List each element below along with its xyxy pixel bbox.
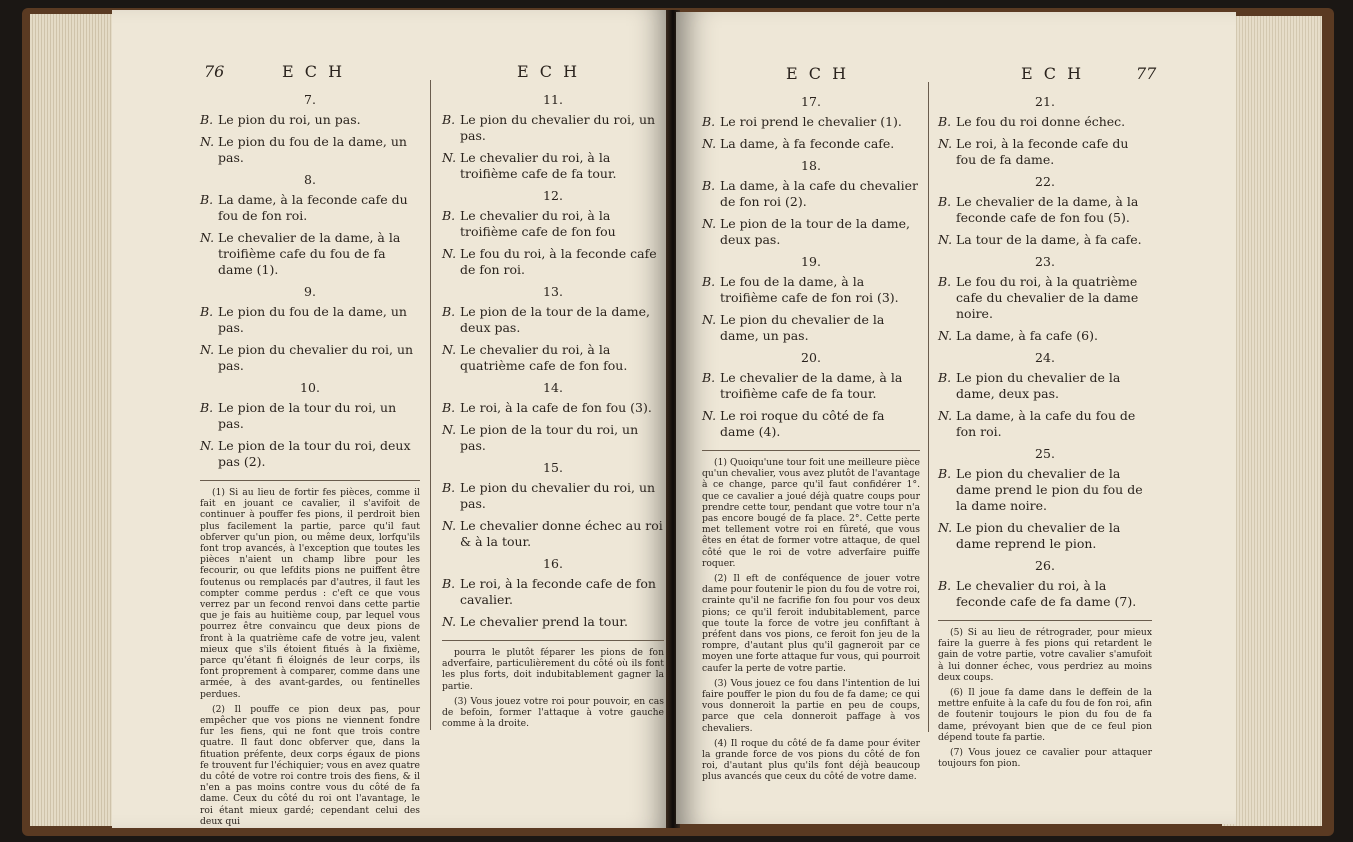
move-line [442,342,664,374]
player-label: B. [442,400,456,415]
player-label: N. [702,312,717,327]
move-text: Le chevalier de la dame, à la troifième cafe de fa tour. [719,370,903,401]
move-line [200,304,420,336]
running-header: E C H [282,62,346,81]
footnote: (2) Il eft de conféquence de jouer votre dame pour foutenir le pion du fou de votre roi, crainte qu'il ne facrifie fon fou pour vos deux pions; ce qu'il feroit indubitablement, parce que toute la force de votre jeu confiftant à préfent dans vos pions, ce feroit fon jeu de la rompre, d'autant plus qu'il gagneroit par ce moyen une forte attaque fur vous, qui pourroit caufer la perte de votre partie. [702,573,920,674]
footnote: (2) Il pouffe ce pion deux pas, pour empêcher que vos pions ne viennent fondre fur les fiens, qui ne font que trois contre quatre. Il faut donc obferver que, dans la fituation préfente, deux corps égaux de pions fe trouvent fur l'échiquier; vous en avez quatre du côté de votre roi contre trois des fiens, & il n'en a pas moins contre vous du côté de fa dame. Ceux du côté du roi ont l'avantage, le roi étant mieux gardé; cependant celui des deux qui [200,703,420,827]
move-text: Le roi, à la feconde cafe de fon cavalier. [459,576,656,607]
player-label: B. [938,466,952,481]
move-number: 18. [801,158,821,173]
left-page-edges [30,14,125,826]
move-number: 24. [1035,350,1055,365]
move-line [442,304,664,336]
move-text: La dame, à fa cafe (6). [955,328,1098,343]
move-line [442,112,664,144]
move-line [938,578,1152,610]
player-label: B. [442,208,456,223]
move-line [702,274,920,306]
move-text: Le chevalier du roi, à la troifième cafe de fon fou [459,208,616,239]
move-text: Le pion du fou de la dame, un pas. [217,304,407,335]
footnote-rule [442,640,664,641]
left-column-2 [442,86,664,733]
move-line [702,370,920,402]
move-line [442,150,664,182]
move-line [200,112,420,128]
player-label: N. [938,520,953,535]
move-text: Le pion de la tour de la dame, deux pas. [459,304,651,335]
player-label: N. [442,246,457,261]
move-text: Le pion du chevalier de la dame prend le pion du fou de la dame noire. [955,466,1143,513]
move-line [702,178,920,210]
player-label: B. [442,576,456,591]
move-number: 12. [543,188,563,203]
move-number: 26. [1035,558,1055,573]
move-text: La dame, à la cafe du fou de fon roi. [955,408,1136,439]
move-number: 23. [1035,254,1055,269]
move-text: Le pion du chevalier du roi, un pas. [217,342,414,373]
player-label: B. [938,274,952,289]
player-label: N. [442,150,457,165]
move-number: 10. [300,380,320,395]
player-label: B. [702,178,716,193]
footnote: (1) Quoiqu'une tour foit une meilleure pièce qu'un chevalier, vous avez plutôt de l'avantage à ce change, parce qu'il faut confidérer 1°. que ce cavalier a joué déjà quatre coups pour prendre cette tour, pendant que votre tour n'a pas encore bougé de fa place. 2°. Cette perte met tellement votre roi en fûreté, que vous êtes en état de former votre attaque, de quel côté que le roi de votre adverfaire puiffe roquer. [702,457,920,569]
player-label: B. [702,274,716,289]
player-label: N. [200,438,215,453]
move-line [200,192,420,224]
player-label: B. [442,480,456,495]
right-column-1 [702,88,920,787]
move-number: 21. [1035,94,1055,109]
move-text: Le roi prend le chevalier (1). [719,114,902,129]
player-label: N. [938,408,953,423]
move-text: Le pion du chevalier du roi, un pas. [459,480,656,511]
move-line [702,312,920,344]
move-line [938,114,1152,130]
player-label: N. [702,136,717,151]
player-label: N. [702,408,717,423]
player-label: N. [938,232,953,247]
move-text: Le pion du chevalier de la dame reprend le pion. [955,520,1121,551]
page-number: 77 [1136,64,1157,83]
player-label: B. [200,112,214,127]
move-line [702,114,920,130]
move-text: Le chevalier du roi, à la quatrième cafe de fon fou. [459,342,628,373]
player-label: N. [200,342,215,357]
player-label: N. [938,136,953,151]
move-line [702,408,920,440]
player-label: B. [200,400,214,415]
move-text: Le roi, à la feconde cafe du fou de fa dame. [955,136,1129,167]
move-line [938,328,1152,344]
player-label: N. [442,614,457,629]
footnote: (6) Il joue fa dame dans le deffein de la mettre enfuite à la cafe du fou de fon roi, afin de foutenir toujours le pion du fou de fa dame, prévoyant bien que de ce feul pion dépend toute fa partie. [938,687,1152,743]
move-text: Le roi, à la cafe de fon fou (3). [459,400,652,415]
move-text: Le chevalier donne échec au roi & à la tour. [459,518,663,549]
move-number: 25. [1035,446,1055,461]
player-label: N. [702,216,717,231]
player-label: N. [442,342,457,357]
move-text: Le chevalier prend la tour. [459,614,628,629]
move-number: 17. [801,94,821,109]
move-line [200,342,420,374]
move-line [200,438,420,470]
move-line [938,466,1152,514]
player-label: N. [442,518,457,533]
player-label: N. [442,422,457,437]
left-page [112,10,672,828]
move-text: Le pion du chevalier du roi, un pas. [459,112,656,143]
move-text: Le chevalier de la dame, à la feconde cafe de fon fou (5). [955,194,1139,225]
move-number: 16. [543,556,563,571]
player-label: B. [442,304,456,319]
right-page [676,12,1236,824]
player-label: B. [702,114,716,129]
player-label: B. [938,114,952,129]
move-number: 11. [543,92,563,107]
move-number: 20. [801,350,821,365]
player-label: B. [938,370,952,385]
move-line [938,232,1152,248]
move-text: Le roi roque du côté de fa dame (4). [719,408,885,439]
player-label: N. [200,134,215,149]
player-label: N. [200,230,215,245]
move-number: 13. [543,284,563,299]
move-text: Le chevalier du roi, à la troifième cafe de fa tour. [459,150,617,181]
move-line [938,194,1152,226]
move-number: 15. [543,460,563,475]
move-text: Le pion de la tour du roi, un pas. [459,422,639,453]
page-number: 76 [204,62,225,81]
move-text: La dame, à la feconde cafe du fou de fon roi. [217,192,408,223]
move-line [938,520,1152,552]
move-text: Le pion du fou de la dame, un pas. [217,134,407,165]
move-text: La dame, à la cafe du chevalier de fon roi (2). [719,178,919,209]
move-line [938,370,1152,402]
move-line [200,400,420,432]
move-text: Le pion du chevalier de la dame, deux pas. [955,370,1121,401]
player-label: B. [200,304,214,319]
move-text: Le fou du roi donne échec. [955,114,1126,129]
move-line [442,208,664,240]
footnote: (3) Vous jouez votre roi pour pouvoir, en cas de befoin, former l'attaque à votre gauche comme à la droite. [442,695,664,730]
move-text: La dame, à fa feconde cafe. [719,136,895,151]
move-line [200,134,420,166]
move-line [442,422,664,454]
player-label: B. [938,194,952,209]
column-divider [430,80,431,730]
footnote: (1) Si au lieu de fortir fes pièces, comme il fait en jouant ce cavalier, il s'avifoit de continuer à pouffer fes pions, il perdroit bien plus facilement la partie, parce qu'il faut obferver qu'un pion, ou même deux, lorfqu'ils font trop avancés, à l'exception que toutes les pièces n'aient un champ libre pour les fecourir, ou que lefdits pions ne puiffent être foutenus ou remplacés par d'autres, il faut les compter comme perdus : c'eft ce que vous verrez par un fecond renvoi dans cette partie que je fais au huitième coup, par lequel vous pourrez être convaincu que deux pions de front à la quatrième cafe de votre jeu, valent mieux que s'ils étoient fitués à la fixième, parce qu'étant fi éloignés de leur corps, ils font proprement à comparer, comme dans une armée, à des avant-gardes, ou fentinelles perdues. [200,487,420,700]
move-line [442,480,664,512]
footnote-rule [200,480,420,481]
move-line [938,136,1152,168]
player-label: B. [200,192,214,207]
left-column-1 [200,86,420,828]
move-text: Le pion de la tour de la dame, deux pas. [719,216,911,247]
move-line [442,400,664,416]
footnote-rule [702,450,920,451]
move-line [442,614,664,630]
move-number: 8. [304,172,316,187]
right-page-edges [1222,16,1322,826]
move-text: Le chevalier du roi, à la feconde cafe de fa dame (7). [955,578,1137,609]
move-line [938,408,1152,440]
move-text: Le pion du chevalier de la dame, un pas. [719,312,885,343]
footnote: (4) Il roque du côté de fa dame pour éviter la grande force de vos pions du côté de fon roi, d'autant plus qu'ils font déjà beaucoup plus avancés que ceux du côté de votre dame. [702,737,920,783]
footnote-rule [938,620,1152,621]
move-line [702,216,920,248]
move-line [702,136,920,152]
running-header: E C H [786,64,850,83]
move-number: 14. [543,380,563,395]
player-label: N. [938,328,953,343]
move-text: Le pion du roi, un pas. [217,112,361,127]
running-header: E C H [517,62,581,81]
move-number: 19. [801,254,821,269]
move-text: Le fou du roi, à la quatrième cafe du chevalier de la dame noire. [955,274,1139,321]
column-divider [928,82,929,732]
move-line [442,246,664,278]
move-text: Le chevalier de la dame, à la troifième cafe du fou de fa dame (1). [217,230,401,277]
footnote: pourra le plutôt féparer les pions de fon adverfaire, particulièrement du côté où ils font les plus forts, doit indubitablement gagner la partie. [442,647,664,692]
move-number: 9. [304,284,316,299]
running-header: E C H [1021,64,1085,83]
move-text: La tour de la dame, à fa cafe. [955,232,1142,247]
player-label: B. [702,370,716,385]
footnote: (7) Vous jouez ce cavalier pour attaquer toujours fon pion. [938,747,1152,770]
footnote: (5) Si au lieu de rétrograder, pour mieux faire la guerre à fes pions qui retardent le gain de votre partie, votre cavalier s'amufoit à lui donner échec, vous perdriez au moins deux coups. [938,627,1152,683]
footnote: (3) Vous jouez ce fou dans l'intention de lui faire pouffer le pion du fou de fa dame; ce qui vous donneroit la partie en peu de coups, parce que cela donneroit paffage à vos chevaliers. [702,677,920,734]
move-line [938,274,1152,322]
move-number: 7. [304,92,316,107]
move-number: 22. [1035,174,1055,189]
move-line [200,230,420,278]
move-text: Le fou de la dame, à la troifième cafe de fon roi (3). [719,274,899,305]
move-text: Le pion de la tour du roi, un pas. [217,400,397,431]
move-line [442,518,664,550]
player-label: B. [938,578,952,593]
move-text: Le fou du roi, à la feconde cafe de fon roi. [459,246,657,277]
move-line [442,576,664,608]
move-text: Le pion de la tour du roi, deux pas (2). [217,438,411,469]
player-label: B. [442,112,456,127]
right-column-2 [938,88,1152,773]
